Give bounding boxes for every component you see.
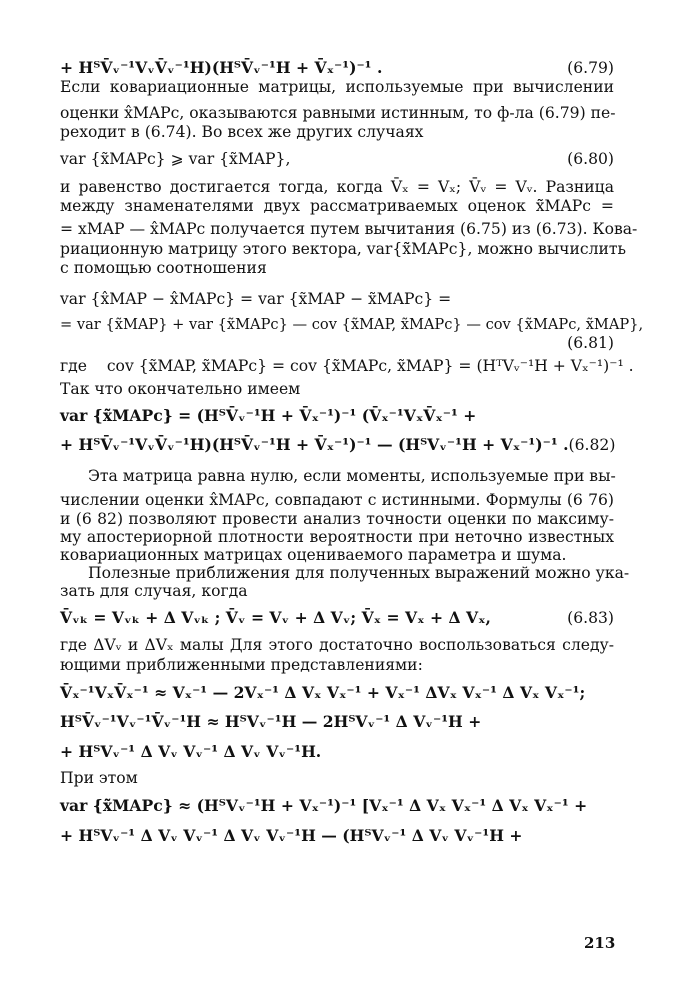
page-body xyxy=(60,58,644,978)
paragraph-5-line: числении оценки x̂MAPc, совпадают с истинными. Формулы (6 76) xyxy=(60,491,614,510)
equation-6-80 xyxy=(60,150,614,169)
paragraph-5-line: и (6 82) позволяют провести анализ точности оценки по максиму- xyxy=(60,509,614,528)
approximations xyxy=(60,683,614,761)
page-number: 213 xyxy=(584,934,616,952)
paragraph-5-line: Эта матрица равна нулю, если моменты, используемые при вы- xyxy=(88,467,616,486)
paragraph-8: При этом xyxy=(60,768,138,787)
equation-6-80-number: (6.80) xyxy=(567,150,614,169)
paragraph-2-line: и равенство достигается тогда, когда V̄ₓ = Vₓ; V̄ᵥ = Vᵥ. Разница xyxy=(60,177,614,196)
paragraph-7 xyxy=(60,636,614,675)
equation-final-line-2: + HᵀVᵥ⁻¹ Δ Vᵥ Vᵥ⁻¹ Δ Vᵥ Vᵥ⁻¹H — (HᵀVᵥ⁻¹ Δ Vᵥ Vᵥ⁻¹H + xyxy=(60,825,523,845)
paragraph-1-line: Если ковариационные матрицы, используемые при вычислении xyxy=(60,78,614,97)
paragraph-1-line: реходит в (6.74). Во всех же других случаях xyxy=(60,122,424,141)
equation-6-82-line-1: var {x̃̃MAPc} = (HᵀV̄ᵥ⁻¹H + V̄ₓ⁻¹)⁻¹ (V̄ₓ⁻¹VₓV̄ₓ⁻¹ + xyxy=(60,405,477,425)
equation-final-line-1: var {x̃̃MAPc} ≈ (HᵀVᵥ⁻¹H + Vₓ⁻¹)⁻¹ [Vₓ⁻¹ Δ Vₓ Vₓ⁻¹ Δ Vₓ Vₓ⁻¹ + xyxy=(60,796,588,816)
equation-6-79 xyxy=(60,58,614,78)
paragraph-7-line: ющими приближенными представлениями: xyxy=(60,655,423,674)
equation-6-81-line-1: var {x̂MAP − x̂MAPc} = var {x̃MAP − x̃MAPc} = xyxy=(60,290,452,309)
paragraph-5-line: му апостериорной плотности вероятности при неточно известных xyxy=(60,527,614,546)
equation-final xyxy=(60,796,614,845)
approximation-line-2: HᵀV̄ᵥ⁻¹Vᵥ⁻¹V̄ᵥ⁻¹H ≈ HᵀVᵥ⁻¹H — 2HᵀVᵥ⁻¹ Δ Vᵥ⁻¹H + xyxy=(60,712,482,732)
equation-6-83-number: (6.83) xyxy=(567,608,614,627)
paragraph-4: Так что окончательно имеем xyxy=(60,380,301,399)
paragraph-2-line: = xMAP — x̂MAPc получается путем вычитания (6.75) из (6.73). Кова- xyxy=(60,220,638,239)
equation-6-82 xyxy=(60,406,614,456)
paragraph-6 xyxy=(60,563,630,600)
paragraph-6-line: Полезные приближения для полученных выражений можно ука- xyxy=(88,563,630,582)
paragraph-7-line: где ΔVᵥ и ΔVₓ малы Для этого достаточно воспользоваться следу- xyxy=(60,636,614,655)
paragraph-3-lead: где xyxy=(60,357,87,376)
paragraph-1 xyxy=(60,78,614,142)
paragraph-3 xyxy=(60,357,634,376)
paragraph-5 xyxy=(60,467,614,563)
paragraph-3-formula: cov {x̃MAP, x̃MAPc} = cov {x̃MAPc, x̃MAP} = (HᵀVᵥ⁻¹H + Vₓ⁻¹)⁻¹ . xyxy=(106,357,634,376)
approximation-line-3: + HᵀVᵥ⁻¹ Δ Vᵥ Vᵥ⁻¹ Δ Vᵥ Vᵥ⁻¹H. xyxy=(60,741,322,761)
paragraph-1-line: оценки x̂MAPc, оказываются равными истинным, то ф-ла (6.79) пе- xyxy=(60,103,616,122)
equation-6-79-body: + HᵀV̄ᵥ⁻¹VᵥV̄ᵥ⁻¹H)(HᵀV̄ᵥ⁻¹H + V̄ₓ⁻¹)⁻¹ . xyxy=(60,58,383,77)
equation-6-81-number: (6.81) xyxy=(567,333,614,352)
equation-6-83-body: V̄ᵥₖ = Vᵥₖ + Δ Vᵥₖ ; V̄ᵥ = Vᵥ + Δ Vᵥ; V̄ₓ = Vₓ + Δ Vₓ, xyxy=(60,607,491,627)
paragraph-2-line: между знаменателями двух рассматриваемых оценок x̃̃MAPc = xyxy=(60,196,614,215)
paragraph-2 xyxy=(60,177,638,279)
equation-6-80-body: var {x̃MAPc} ⩾ var {x̃MAP}, xyxy=(60,150,291,169)
paragraph-6-line: зать для случая, когда xyxy=(60,581,248,600)
equation-6-81 xyxy=(60,290,644,353)
equation-6-83 xyxy=(60,608,614,628)
equation-6-82-line-2: + HᵀV̄ᵥ⁻¹VᵥV̄ᵥ⁻¹H)(HᵀV̄ᵥ⁻¹H + V̄ₓ⁻¹)⁻¹ — (HᵀVᵥ⁻¹H + Vₓ⁻¹)⁻¹ . xyxy=(60,435,569,455)
equation-6-82-number: (6.82) xyxy=(568,436,616,455)
equation-6-79-number: (6.79) xyxy=(567,59,614,77)
paragraph-2-line: риационную матрицу этого вектора, var{x̃̃MAPc}, можно вычислить xyxy=(60,239,626,258)
equation-6-81-line-2: = var {x̃MAP} + var {x̃MAPc} — cov {x̃MAP, x̃MAPc} — cov {x̃MAPc, x̃MAP}, xyxy=(60,315,644,333)
paragraph-2-line: с помощью соотношения xyxy=(60,258,267,277)
approximation-line-1: V̄ₓ⁻¹VₓV̄ₓ⁻¹ ≈ Vₓ⁻¹ — 2Vₓ⁻¹ Δ Vₓ Vₓ⁻¹ + Vₓ⁻¹ ΔVₓ Vₓ⁻¹ Δ Vₓ Vₓ⁻¹; xyxy=(60,682,586,702)
paragraph-5-line: ковариационных матрицах оцениваемого параметра и шума. xyxy=(60,545,567,564)
